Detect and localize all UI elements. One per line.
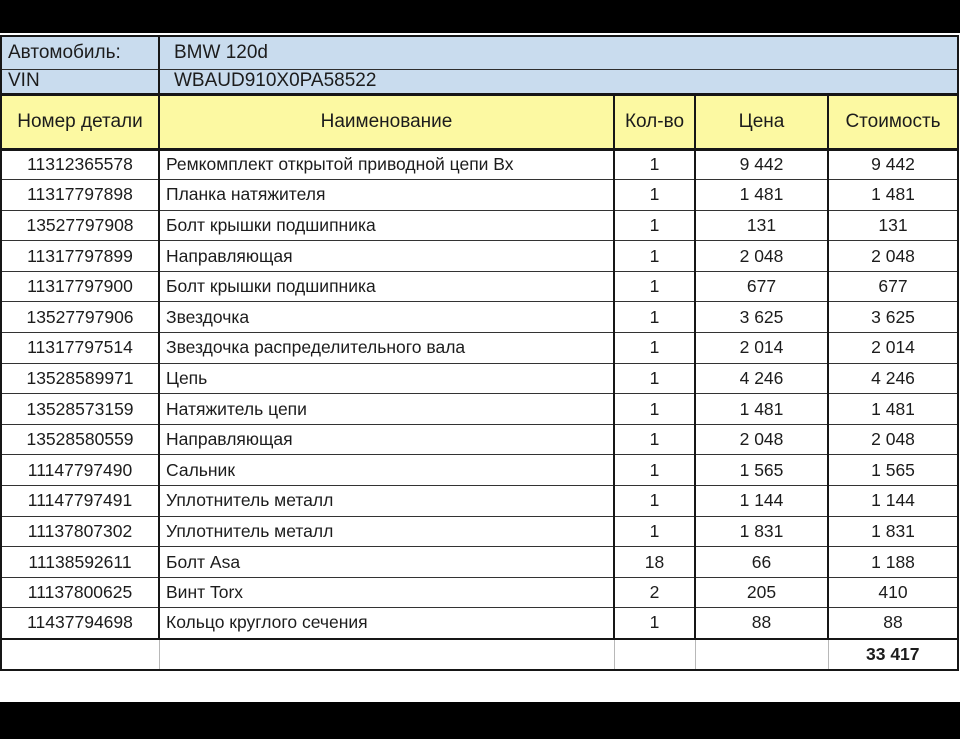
part-number-cell[interactable]: 13528589971 [1,363,159,394]
table-row [1,302,958,333]
vin-row [1,69,958,94]
letterbox-bar-top [0,0,960,33]
part-name-cell[interactable]: Направляющая [159,424,614,455]
header-name[interactable]: Наименование [159,94,614,149]
cost-cell[interactable]: 677 [828,271,958,302]
qty-cell[interactable]: 1 [614,271,695,302]
header-part-number[interactable]: Номер детали [1,94,159,149]
price-cell[interactable]: 131 [695,210,828,241]
total-empty-part-cell[interactable] [1,639,159,670]
table-row [1,180,958,211]
letterbox-bar-bottom [0,702,960,739]
part-number-cell[interactable]: 11138592611 [1,547,159,578]
table-row [1,271,958,302]
price-cell[interactable]: 2 014 [695,333,828,364]
cost-cell[interactable]: 1 144 [828,486,958,517]
total-empty-qty-cell[interactable] [614,639,695,670]
table-row [1,486,958,517]
part-number-cell[interactable]: 11317797898 [1,180,159,211]
part-name-cell[interactable]: Звездочка [159,302,614,333]
price-cell[interactable]: 88 [695,608,828,639]
total-row [1,639,958,670]
cost-cell[interactable]: 9 442 [828,149,958,180]
table-row [1,455,958,486]
part-number-cell[interactable]: 11137800625 [1,577,159,608]
header-price[interactable]: Цена [695,94,828,149]
price-cell[interactable]: 205 [695,577,828,608]
qty-cell[interactable]: 1 [614,302,695,333]
qty-cell[interactable]: 1 [614,394,695,425]
price-cell[interactable]: 1 481 [695,394,828,425]
price-cell[interactable]: 677 [695,271,828,302]
table-row [1,394,958,425]
table-row [1,547,958,578]
part-name-cell[interactable]: Винт Torx [159,577,614,608]
part-number-cell[interactable]: 11147797490 [1,455,159,486]
part-name-cell[interactable]: Планка натяжителя [159,180,614,211]
table-row [1,424,958,455]
table-row [1,241,958,272]
cost-cell[interactable]: 4 246 [828,363,958,394]
cost-cell[interactable]: 1 831 [828,516,958,547]
part-number-cell[interactable]: 11312365578 [1,149,159,180]
qty-cell[interactable]: 1 [614,363,695,394]
total-cost-cell[interactable]: 33 417 [828,639,958,670]
part-number-cell[interactable]: 13528573159 [1,394,159,425]
table-row [1,608,958,639]
cost-cell[interactable]: 3 625 [828,302,958,333]
header-cost[interactable]: Стоимость [828,94,958,149]
qty-cell[interactable]: 1 [614,333,695,364]
cost-cell[interactable]: 131 [828,210,958,241]
qty-cell[interactable]: 1 [614,486,695,517]
price-cell[interactable]: 1 831 [695,516,828,547]
table-row [1,577,958,608]
part-name-cell[interactable]: Болт крышки подшипника [159,210,614,241]
cost-cell[interactable]: 1 188 [828,547,958,578]
part-name-cell[interactable]: Болт крышки подшипника [159,271,614,302]
price-cell[interactable]: 2 048 [695,241,828,272]
part-number-cell[interactable]: 13527797906 [1,302,159,333]
qty-cell[interactable]: 1 [614,180,695,211]
cost-cell[interactable]: 2 048 [828,424,958,455]
part-name-cell[interactable]: Уплотнитель металл [159,486,614,517]
part-name-cell[interactable]: Уплотнитель металл [159,516,614,547]
qty-cell[interactable]: 1 [614,608,695,639]
table-row [1,516,958,547]
price-cell[interactable]: 2 048 [695,424,828,455]
vehicle-label[interactable]: Автомобиль: [1,36,159,69]
vin-label[interactable]: VIN [1,69,159,94]
cost-cell[interactable]: 1 565 [828,455,958,486]
part-name-cell[interactable]: Цепь [159,363,614,394]
price-cell[interactable]: 4 246 [695,363,828,394]
part-number-cell[interactable]: 11317797514 [1,333,159,364]
total-empty-price-cell[interactable] [695,639,828,670]
parts-table-area [0,33,960,702]
table-row [1,149,958,180]
price-cell[interactable]: 1 565 [695,455,828,486]
part-number-cell[interactable]: 11147797491 [1,486,159,517]
part-name-cell[interactable]: Сальник [159,455,614,486]
price-cell[interactable]: 1 144 [695,486,828,517]
cost-cell[interactable]: 410 [828,577,958,608]
qty-cell[interactable]: 1 [614,241,695,272]
price-cell[interactable]: 66 [695,547,828,578]
part-number-cell[interactable]: 11317797900 [1,271,159,302]
part-number-cell[interactable]: 13527797908 [1,210,159,241]
price-cell[interactable]: 3 625 [695,302,828,333]
part-name-cell[interactable]: Ремкомплект открытой приводной цепи Вх [159,149,614,180]
table-row [1,333,958,364]
qty-cell[interactable]: 1 [614,210,695,241]
price-cell[interactable]: 9 442 [695,149,828,180]
qty-cell[interactable]: 1 [614,516,695,547]
qty-cell[interactable]: 1 [614,149,695,180]
vehicle-value[interactable]: BMW 120d [159,36,958,69]
part-number-cell[interactable]: 11137807302 [1,516,159,547]
part-name-cell[interactable]: Кольцо круглого сечения [159,608,614,639]
qty-cell[interactable]: 18 [614,547,695,578]
part-number-cell[interactable]: 11437794698 [1,608,159,639]
header-qty[interactable]: Кол-во [614,94,695,149]
table-row [1,210,958,241]
cost-cell[interactable]: 88 [828,608,958,639]
part-number-cell[interactable]: 11317797899 [1,241,159,272]
table-row [1,363,958,394]
cost-cell[interactable]: 1 481 [828,180,958,211]
total-empty-name-cell[interactable] [159,639,614,670]
part-name-cell[interactable]: Натяжитель цепи [159,394,614,425]
part-name-cell[interactable]: Направляющая [159,241,614,272]
part-name-cell[interactable]: Звездочка распределительного вала [159,333,614,364]
parts-table [0,35,959,671]
vehicle-row [1,36,958,69]
qty-cell[interactable]: 1 [614,424,695,455]
part-name-cell[interactable]: Болт Asa [159,547,614,578]
price-cell[interactable]: 1 481 [695,180,828,211]
part-number-cell[interactable]: 13528580559 [1,424,159,455]
vin-value[interactable]: WBAUD910X0PA58522 [159,69,958,94]
qty-cell[interactable]: 1 [614,455,695,486]
header-row [1,94,958,149]
cost-cell[interactable]: 2 048 [828,241,958,272]
cost-cell[interactable]: 2 014 [828,333,958,364]
cost-cell[interactable]: 1 481 [828,394,958,425]
qty-cell[interactable]: 2 [614,577,695,608]
